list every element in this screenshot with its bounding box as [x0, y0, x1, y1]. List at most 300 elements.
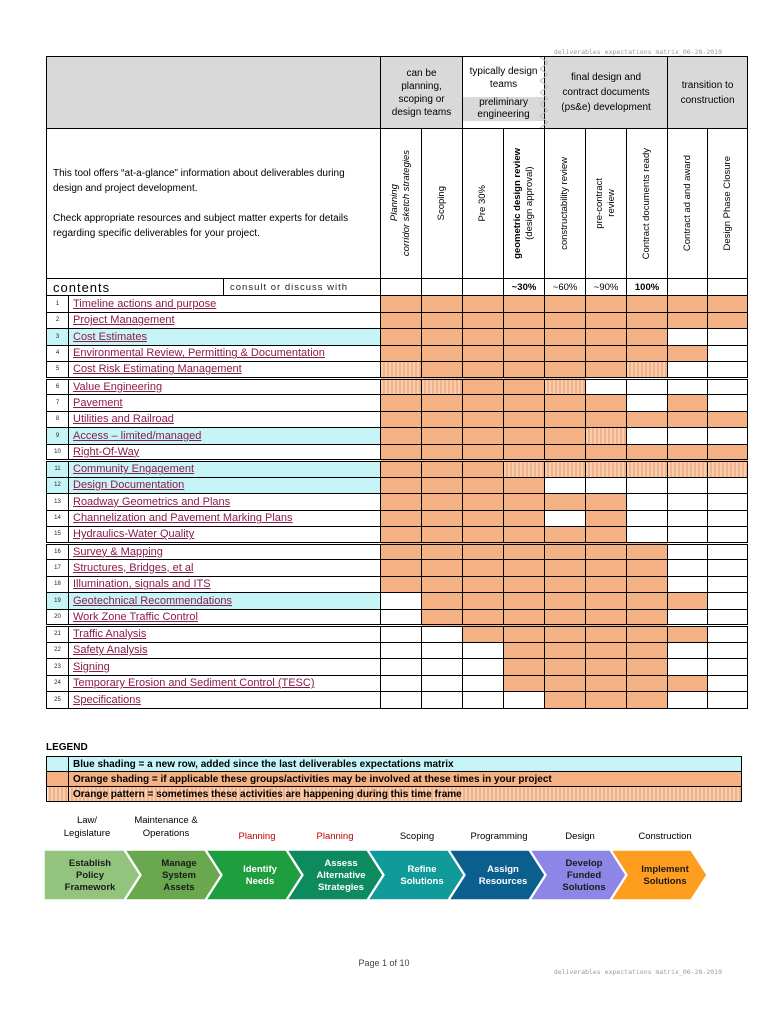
matrix-cell [545, 329, 586, 346]
row-link[interactable]: Project Management [69, 312, 381, 329]
matrix-cell [627, 345, 668, 362]
matrix-cell [422, 527, 463, 544]
process-step-label: Implement [641, 864, 689, 875]
matrix-cell [422, 494, 463, 511]
matrix-cell [586, 576, 627, 593]
matrix-cell [668, 345, 708, 362]
matrix-cell [627, 494, 668, 511]
table-row [47, 560, 748, 577]
matrix-cell [381, 395, 422, 412]
matrix-cell [545, 477, 586, 494]
row-link[interactable]: Cost Estimates [69, 329, 381, 346]
matrix-cell [545, 609, 586, 626]
process-step-label: Needs [245, 876, 275, 887]
matrix-cell [586, 378, 627, 395]
zigzag-divider [540, 57, 548, 128]
row-link[interactable]: Geotechnical Recommendations [69, 593, 381, 610]
matrix-cell [708, 411, 748, 428]
role-planning-1: Planning [238, 831, 276, 842]
row-link[interactable]: Structures, Bridges, et al [69, 560, 381, 577]
matrix-cell [668, 527, 708, 544]
row-link[interactable]: Utilities and Railroad [69, 411, 381, 428]
matrix-cell [463, 428, 504, 445]
row-link[interactable]: Community Engagement [69, 461, 381, 478]
row-number: 14 [47, 510, 69, 527]
pct-empty-1 [381, 279, 422, 296]
matrix-cell [627, 362, 668, 379]
matrix-cell [504, 395, 545, 412]
doc-id-header: deliverables expectations matrix_06-28-2019 [553, 48, 722, 56]
legend-row-orange [47, 772, 742, 787]
matrix-cell [627, 411, 668, 428]
row-link[interactable]: Pavement [69, 395, 381, 412]
role-design: Design [565, 831, 595, 842]
matrix-cell [381, 560, 422, 577]
process-step-label: Establish [68, 858, 112, 869]
matrix-cell [627, 593, 668, 610]
matrix-cell [586, 543, 627, 560]
row-number: 18 [47, 576, 69, 593]
matrix-cell [381, 428, 422, 445]
row-link[interactable]: Cost Risk Estimating Management [69, 362, 381, 379]
matrix-cell [463, 345, 504, 362]
pct-100: 100% [627, 279, 668, 296]
matrix-cell [463, 378, 504, 395]
row-link[interactable]: Channelization and Pavement Marking Plans [69, 510, 381, 527]
matrix-cell [668, 477, 708, 494]
matrix-cell [708, 461, 748, 478]
matrix-cell [545, 312, 586, 329]
process-step-label: Strategies [318, 882, 364, 893]
pct-90: ~90% [586, 279, 627, 296]
matrix-cell [422, 593, 463, 610]
matrix-cell [463, 329, 504, 346]
matrix-cell [545, 296, 586, 313]
matrix-cell [627, 692, 668, 709]
matrix-cell [422, 609, 463, 626]
matrix-cell [504, 461, 545, 478]
matrix-cell [586, 411, 627, 428]
row-number: 9 [47, 428, 69, 445]
stage-planning-scoping-text: can be planning, scoping or design teams [391, 67, 452, 118]
matrix-cell [381, 411, 422, 428]
row-number: 16 [47, 543, 69, 560]
matrix-cell [545, 444, 586, 461]
matrix-cell [504, 510, 545, 527]
matrix-cell [627, 543, 668, 560]
matrix-cell [627, 510, 668, 527]
table-row [47, 444, 748, 461]
matrix-cell [381, 461, 422, 478]
process-step-label: Framework [64, 882, 116, 893]
row-link[interactable]: Traffic Analysis [69, 626, 381, 643]
pct-60: ~60% [545, 279, 586, 296]
row-number: 15 [47, 527, 69, 544]
matrix-cell [668, 675, 708, 692]
table-row [47, 626, 748, 643]
matrix-cell [545, 626, 586, 643]
process-step-label: Policy [76, 870, 104, 881]
consult-label: consult or discuss with [224, 279, 381, 296]
matrix-cell [668, 609, 708, 626]
matrix-cell [463, 576, 504, 593]
matrix-cell [504, 345, 545, 362]
role-construction: Construction [638, 831, 692, 842]
matrix-cell [668, 411, 708, 428]
role-maint-b: Operations [142, 828, 190, 839]
matrix-cell [708, 593, 748, 610]
row-number: 22 [47, 642, 69, 659]
col-pre-contract [586, 129, 627, 279]
matrix-cell [463, 626, 504, 643]
matrix-cell [586, 659, 627, 676]
matrix-cell [627, 395, 668, 412]
col-pre-contract-sub: review [606, 189, 618, 218]
matrix-cell [545, 510, 586, 527]
matrix-cell [504, 642, 545, 659]
matrix-cell [627, 428, 668, 445]
stage-preliminary-text-b: preliminary engineering [463, 97, 544, 121]
matrix-cell [422, 411, 463, 428]
matrix-cell [504, 692, 545, 709]
matrix-cell [422, 428, 463, 445]
matrix-cell [668, 659, 708, 676]
matrix-cell [381, 510, 422, 527]
matrix-cell [504, 329, 545, 346]
col-constructability-label: constructability review [559, 157, 571, 250]
legend-text-pattern: Orange pattern = sometimes these activities are happening during this time frame [69, 787, 742, 802]
row-number: 13 [47, 494, 69, 511]
matrix-cell [463, 527, 504, 544]
intro-paragraph-1: This tool offers “at-a-glance” information about deliverables during design and project development. [53, 168, 345, 194]
matrix-cell [668, 461, 708, 478]
matrix-cell [381, 296, 422, 313]
role-maintenance [128, 814, 204, 840]
role-maint-a: Maintenance & [134, 815, 198, 826]
pct-empty-2 [422, 279, 463, 296]
row-link[interactable]: Design Documentation [69, 477, 381, 494]
matrix-cell [627, 626, 668, 643]
matrix-cell [381, 609, 422, 626]
deliverables-matrix [46, 56, 748, 709]
pct-empty-3 [463, 279, 504, 296]
matrix-cell [668, 312, 708, 329]
matrix-cell [586, 461, 627, 478]
matrix-cell [381, 692, 422, 709]
matrix-cell [381, 543, 422, 560]
page-number: Page 1 of 10 [358, 958, 410, 968]
matrix-cell [586, 560, 627, 577]
stage-final-design-text: final design and contract documents (ps&e) development [561, 72, 651, 113]
matrix-cell [708, 576, 748, 593]
row-number: 11 [47, 461, 69, 478]
matrix-cell [668, 444, 708, 461]
matrix-cell [668, 510, 708, 527]
table-row [47, 411, 748, 428]
intro-paragraph-2: Check appropriate resources and subject matter experts for details regarding specific deliverables for your project. [53, 213, 349, 239]
matrix-cell [504, 675, 545, 692]
matrix-cell [586, 593, 627, 610]
process-step-label: Assets [163, 882, 195, 893]
matrix-cell [463, 560, 504, 577]
row-link[interactable]: Survey & Mapping [69, 543, 381, 560]
matrix-cell [422, 560, 463, 577]
matrix-cell [627, 461, 668, 478]
matrix-cell [545, 593, 586, 610]
matrix-cell [668, 642, 708, 659]
matrix-cell [463, 675, 504, 692]
role-programming: Programming [470, 831, 528, 842]
table-row [47, 395, 748, 412]
role-scoping: Scoping [399, 831, 435, 842]
matrix-cell [381, 576, 422, 593]
matrix-cell [708, 659, 748, 676]
matrix-cell [381, 444, 422, 461]
matrix-cell [586, 642, 627, 659]
table-row [47, 362, 748, 379]
matrix-cell [545, 692, 586, 709]
matrix-cell [504, 527, 545, 544]
matrix-cell [545, 659, 586, 676]
stage-transition [668, 57, 748, 129]
matrix-cell [504, 444, 545, 461]
table-row [47, 692, 748, 709]
matrix-cell [504, 296, 545, 313]
col-contract-ready [627, 129, 668, 279]
legend-row-blue [47, 757, 742, 772]
legend-swatch-orange [47, 772, 69, 787]
matrix-cell [545, 543, 586, 560]
matrix-cell [422, 461, 463, 478]
legend-title: LEGEND [46, 742, 88, 753]
row-number: 4 [47, 345, 69, 362]
row-number: 6 [47, 378, 69, 395]
matrix-cell [708, 395, 748, 412]
col-pre30 [463, 129, 504, 279]
row-number: 1 [47, 296, 69, 313]
matrix-cell [627, 527, 668, 544]
matrix-cell [668, 296, 708, 313]
matrix-cell [381, 675, 422, 692]
matrix-cell [381, 494, 422, 511]
matrix-cell [545, 576, 586, 593]
col-geometric-label: geometric design review [512, 148, 524, 259]
table-row [47, 659, 748, 676]
matrix-cell [668, 543, 708, 560]
matrix-cell [627, 312, 668, 329]
matrix-cell [504, 428, 545, 445]
matrix-cell [668, 378, 708, 395]
row-link[interactable]: Timeline actions and purpose [69, 296, 381, 313]
matrix-cell [463, 461, 504, 478]
matrix-cell [708, 378, 748, 395]
row-link[interactable]: Work Zone Traffic Control [69, 609, 381, 626]
matrix-cell [504, 378, 545, 395]
row-link[interactable]: Roadway Geometrics and Plans [69, 494, 381, 511]
row-link[interactable]: Temporary Erosion and Sediment Control (TESC) [69, 675, 381, 692]
matrix-cell [627, 444, 668, 461]
legend-row-pattern [47, 787, 742, 802]
matrix-cell [586, 395, 627, 412]
matrix-cell [586, 675, 627, 692]
matrix-cell [381, 626, 422, 643]
stage-preliminary [463, 57, 545, 129]
col-geometric-review [504, 129, 545, 279]
row-link[interactable]: Right-Of-Way [69, 444, 381, 461]
matrix-cell [708, 494, 748, 511]
row-number: 19 [47, 593, 69, 610]
row-number: 25 [47, 692, 69, 709]
row-number: 12 [47, 477, 69, 494]
row-number: 7 [47, 395, 69, 412]
matrix-cell [422, 362, 463, 379]
matrix-cell [545, 642, 586, 659]
process-step-label: Alternative [316, 870, 366, 881]
matrix-cell [463, 692, 504, 709]
table-row [47, 296, 748, 313]
matrix-cell [545, 378, 586, 395]
matrix-cell [668, 593, 708, 610]
matrix-cell [586, 329, 627, 346]
stage-preliminary-text-a: typically design teams [469, 65, 538, 90]
matrix-cell [463, 477, 504, 494]
contents-label: contents [47, 279, 224, 296]
matrix-cell [504, 593, 545, 610]
matrix-cell [381, 593, 422, 610]
column-header-row [47, 129, 748, 279]
matrix-cell [463, 444, 504, 461]
matrix-cell [668, 494, 708, 511]
matrix-cell [668, 560, 708, 577]
matrix-cell [545, 461, 586, 478]
col-contract-ready-label: Contract documents ready [641, 147, 653, 260]
table-row [47, 312, 748, 329]
row-link[interactable]: Specifications [69, 692, 381, 709]
matrix-cell [504, 543, 545, 560]
matrix-cell [463, 659, 504, 676]
pct-30: ~30% [504, 279, 545, 296]
matrix-cell [545, 527, 586, 544]
matrix-cell [504, 659, 545, 676]
row-link[interactable]: Safety Analysis [69, 642, 381, 659]
matrix-cell [422, 692, 463, 709]
process-step-label: Assign [487, 864, 519, 875]
matrix-cell [708, 345, 748, 362]
matrix-cell [422, 659, 463, 676]
row-link[interactable]: Environmental Review, Permitting & Documentation [69, 345, 381, 362]
table-row [47, 428, 748, 445]
header-blank [47, 57, 381, 129]
process-step-label: Refine [407, 864, 437, 875]
pct-empty-4 [668, 279, 708, 296]
matrix-cell [586, 626, 627, 643]
table-row [47, 642, 748, 659]
col-planning [381, 129, 422, 279]
matrix-cell [463, 543, 504, 560]
matrix-cell [668, 362, 708, 379]
role-planning-2: Planning [316, 831, 354, 842]
row-number: 23 [47, 659, 69, 676]
table-row [47, 527, 748, 544]
matrix-cell [627, 675, 668, 692]
matrix-cell [708, 510, 748, 527]
matrix-cell [422, 626, 463, 643]
table-row [47, 329, 748, 346]
matrix-cell [381, 345, 422, 362]
matrix-cell [422, 312, 463, 329]
matrix-cell [586, 345, 627, 362]
pct-empty-5 [708, 279, 748, 296]
row-link[interactable]: Access – limited/managed [69, 428, 381, 445]
matrix-cell [668, 692, 708, 709]
matrix-cell [586, 362, 627, 379]
legend-swatch-pattern [47, 787, 69, 802]
row-link[interactable]: Signing [69, 659, 381, 676]
matrix-cell [708, 527, 748, 544]
process-step-label: Develop [565, 858, 603, 869]
col-planning-label: Planning [389, 185, 401, 222]
matrix-cell [463, 494, 504, 511]
matrix-cell [381, 362, 422, 379]
row-link[interactable]: Hydraulics-Water Quality [69, 527, 381, 544]
matrix-cell [708, 675, 748, 692]
row-link[interactable]: Illumination, signals and ITS [69, 576, 381, 593]
matrix-cell [422, 296, 463, 313]
process-step-label: Assess [324, 858, 358, 869]
role-law-b: Legislature [63, 828, 111, 839]
matrix-cell [627, 576, 668, 593]
matrix-cell [504, 494, 545, 511]
col-ad-award-label: Contract ad and award [681, 155, 693, 252]
matrix-cell [545, 428, 586, 445]
matrix-cell [422, 576, 463, 593]
doc-id-footer: deliverables expectations matrix_06-28-2019 [553, 968, 722, 976]
matrix-cell [463, 395, 504, 412]
matrix-cell [545, 395, 586, 412]
matrix-cell [668, 576, 708, 593]
row-number: 20 [47, 609, 69, 626]
matrix-cell [627, 329, 668, 346]
process-step-label: Manage [161, 858, 197, 869]
intro-cell [47, 129, 381, 279]
row-number: 21 [47, 626, 69, 643]
matrix-cell [708, 477, 748, 494]
table-row [47, 675, 748, 692]
stage-planning-scoping [381, 57, 463, 129]
matrix-cell [668, 626, 708, 643]
matrix-cell [708, 642, 748, 659]
matrix-cell [463, 411, 504, 428]
matrix-cell [708, 312, 748, 329]
matrix-cell [545, 494, 586, 511]
col-geometric-sub: (design approval) [524, 166, 536, 241]
stage-transition-text: transition to construction [680, 79, 735, 106]
process-step-label: Funded [566, 870, 602, 881]
col-planning-sub: corridor sketch strategies [401, 150, 413, 257]
table-row [47, 345, 748, 362]
matrix-cell [545, 675, 586, 692]
matrix-cell [708, 362, 748, 379]
row-link[interactable]: Value Engineering [69, 378, 381, 395]
matrix-cell [586, 428, 627, 445]
col-scoping-label: Scoping [436, 186, 448, 221]
table-row [47, 461, 748, 478]
table-row [47, 609, 748, 626]
matrix-cell [504, 560, 545, 577]
contents-row [47, 279, 748, 296]
col-closure-label: Design Phase Closure [721, 156, 733, 251]
matrix-cell [381, 329, 422, 346]
